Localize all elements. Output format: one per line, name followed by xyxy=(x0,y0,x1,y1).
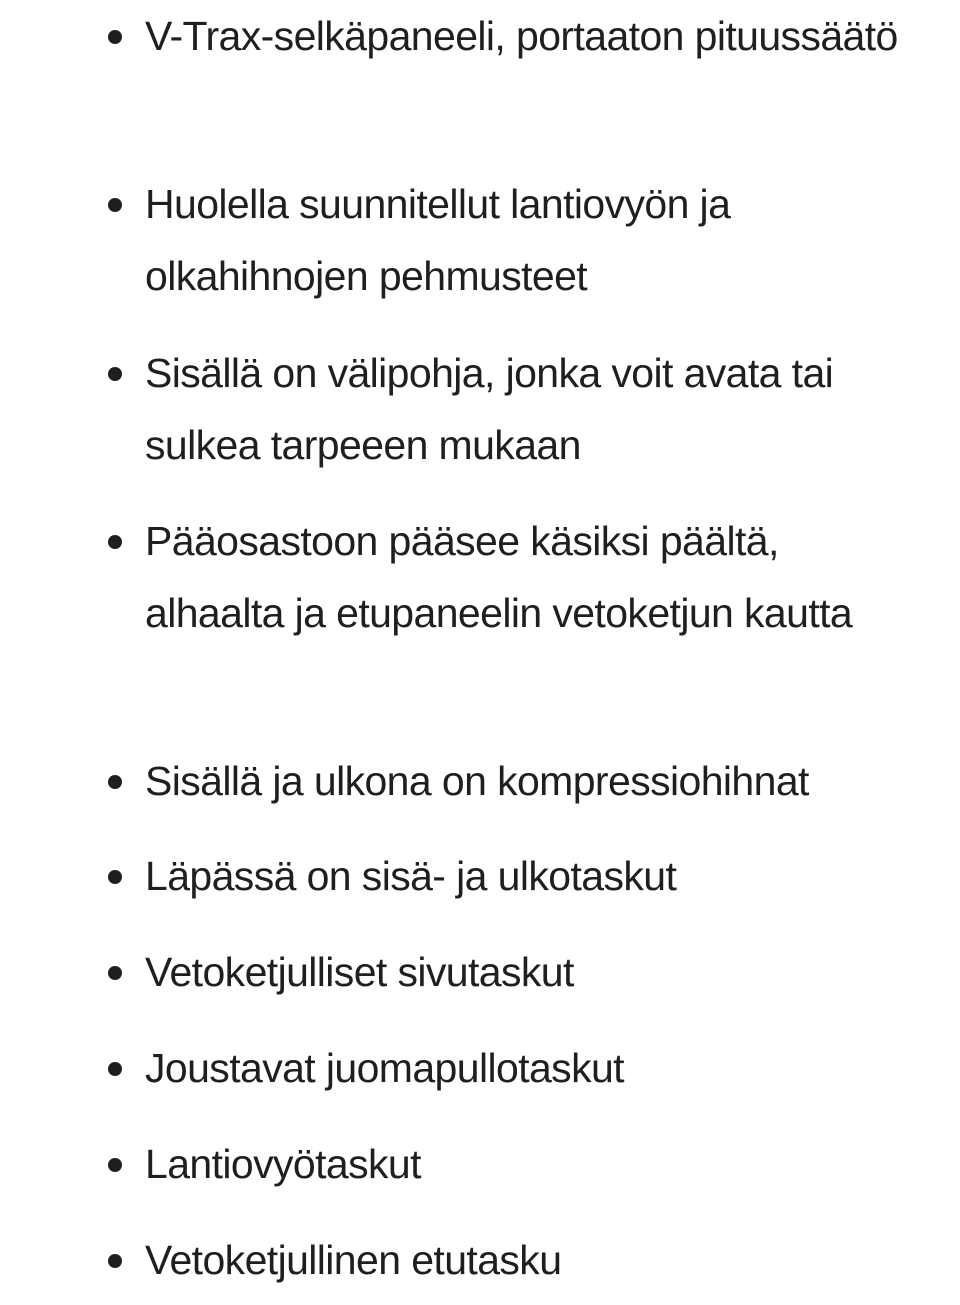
list-item-text: Läpässä on sisä- ja ulkotaskut xyxy=(145,853,677,899)
bullet-icon xyxy=(108,966,122,980)
list-item xyxy=(145,936,925,1008)
bullet-icon xyxy=(108,1254,122,1268)
bullet-icon xyxy=(108,198,122,212)
list-item-text: Lantiovyötaskut xyxy=(145,1141,421,1187)
list-item xyxy=(145,505,925,649)
list-item-text: Pääosastoon pääsee käsiksi päältä, alhaalta ja etupaneelin vetoketjun kautta xyxy=(145,518,853,636)
list-item-text: V-Trax-selkäpaneeli, portaaton pituussäätö xyxy=(145,13,898,59)
list-item-text: Sisällä ja ulkona on kompressiohihnat xyxy=(145,758,809,804)
bullet-icon xyxy=(108,367,122,381)
bullet-icon xyxy=(108,870,122,884)
list-item xyxy=(145,0,925,72)
list-item xyxy=(145,1032,925,1104)
list-item xyxy=(145,168,925,312)
list-item-text: Joustavat juomapullotaskut xyxy=(145,1045,624,1091)
list-item xyxy=(145,745,925,817)
list-item-text: Huolella suunnitellut lantiovyön ja olkahihnojen pehmusteet xyxy=(145,181,731,299)
list-item-text: Vetoketjulliset sivutaskut xyxy=(145,949,574,995)
list-item-text: Sisällä on välipohja, jonka voit avata tai sulkea tarpeeen mukaan xyxy=(145,350,834,468)
bullet-icon xyxy=(108,535,122,549)
list-item xyxy=(145,337,925,481)
list-item xyxy=(145,1128,925,1200)
bullet-icon xyxy=(108,1062,122,1076)
bullet-icon xyxy=(108,30,122,44)
bullet-icon xyxy=(108,775,122,789)
list-item xyxy=(145,1224,925,1296)
list-item xyxy=(145,840,925,912)
list-item-text: Vetoketjullinen etutasku xyxy=(145,1237,562,1283)
bullet-icon xyxy=(108,1158,122,1172)
